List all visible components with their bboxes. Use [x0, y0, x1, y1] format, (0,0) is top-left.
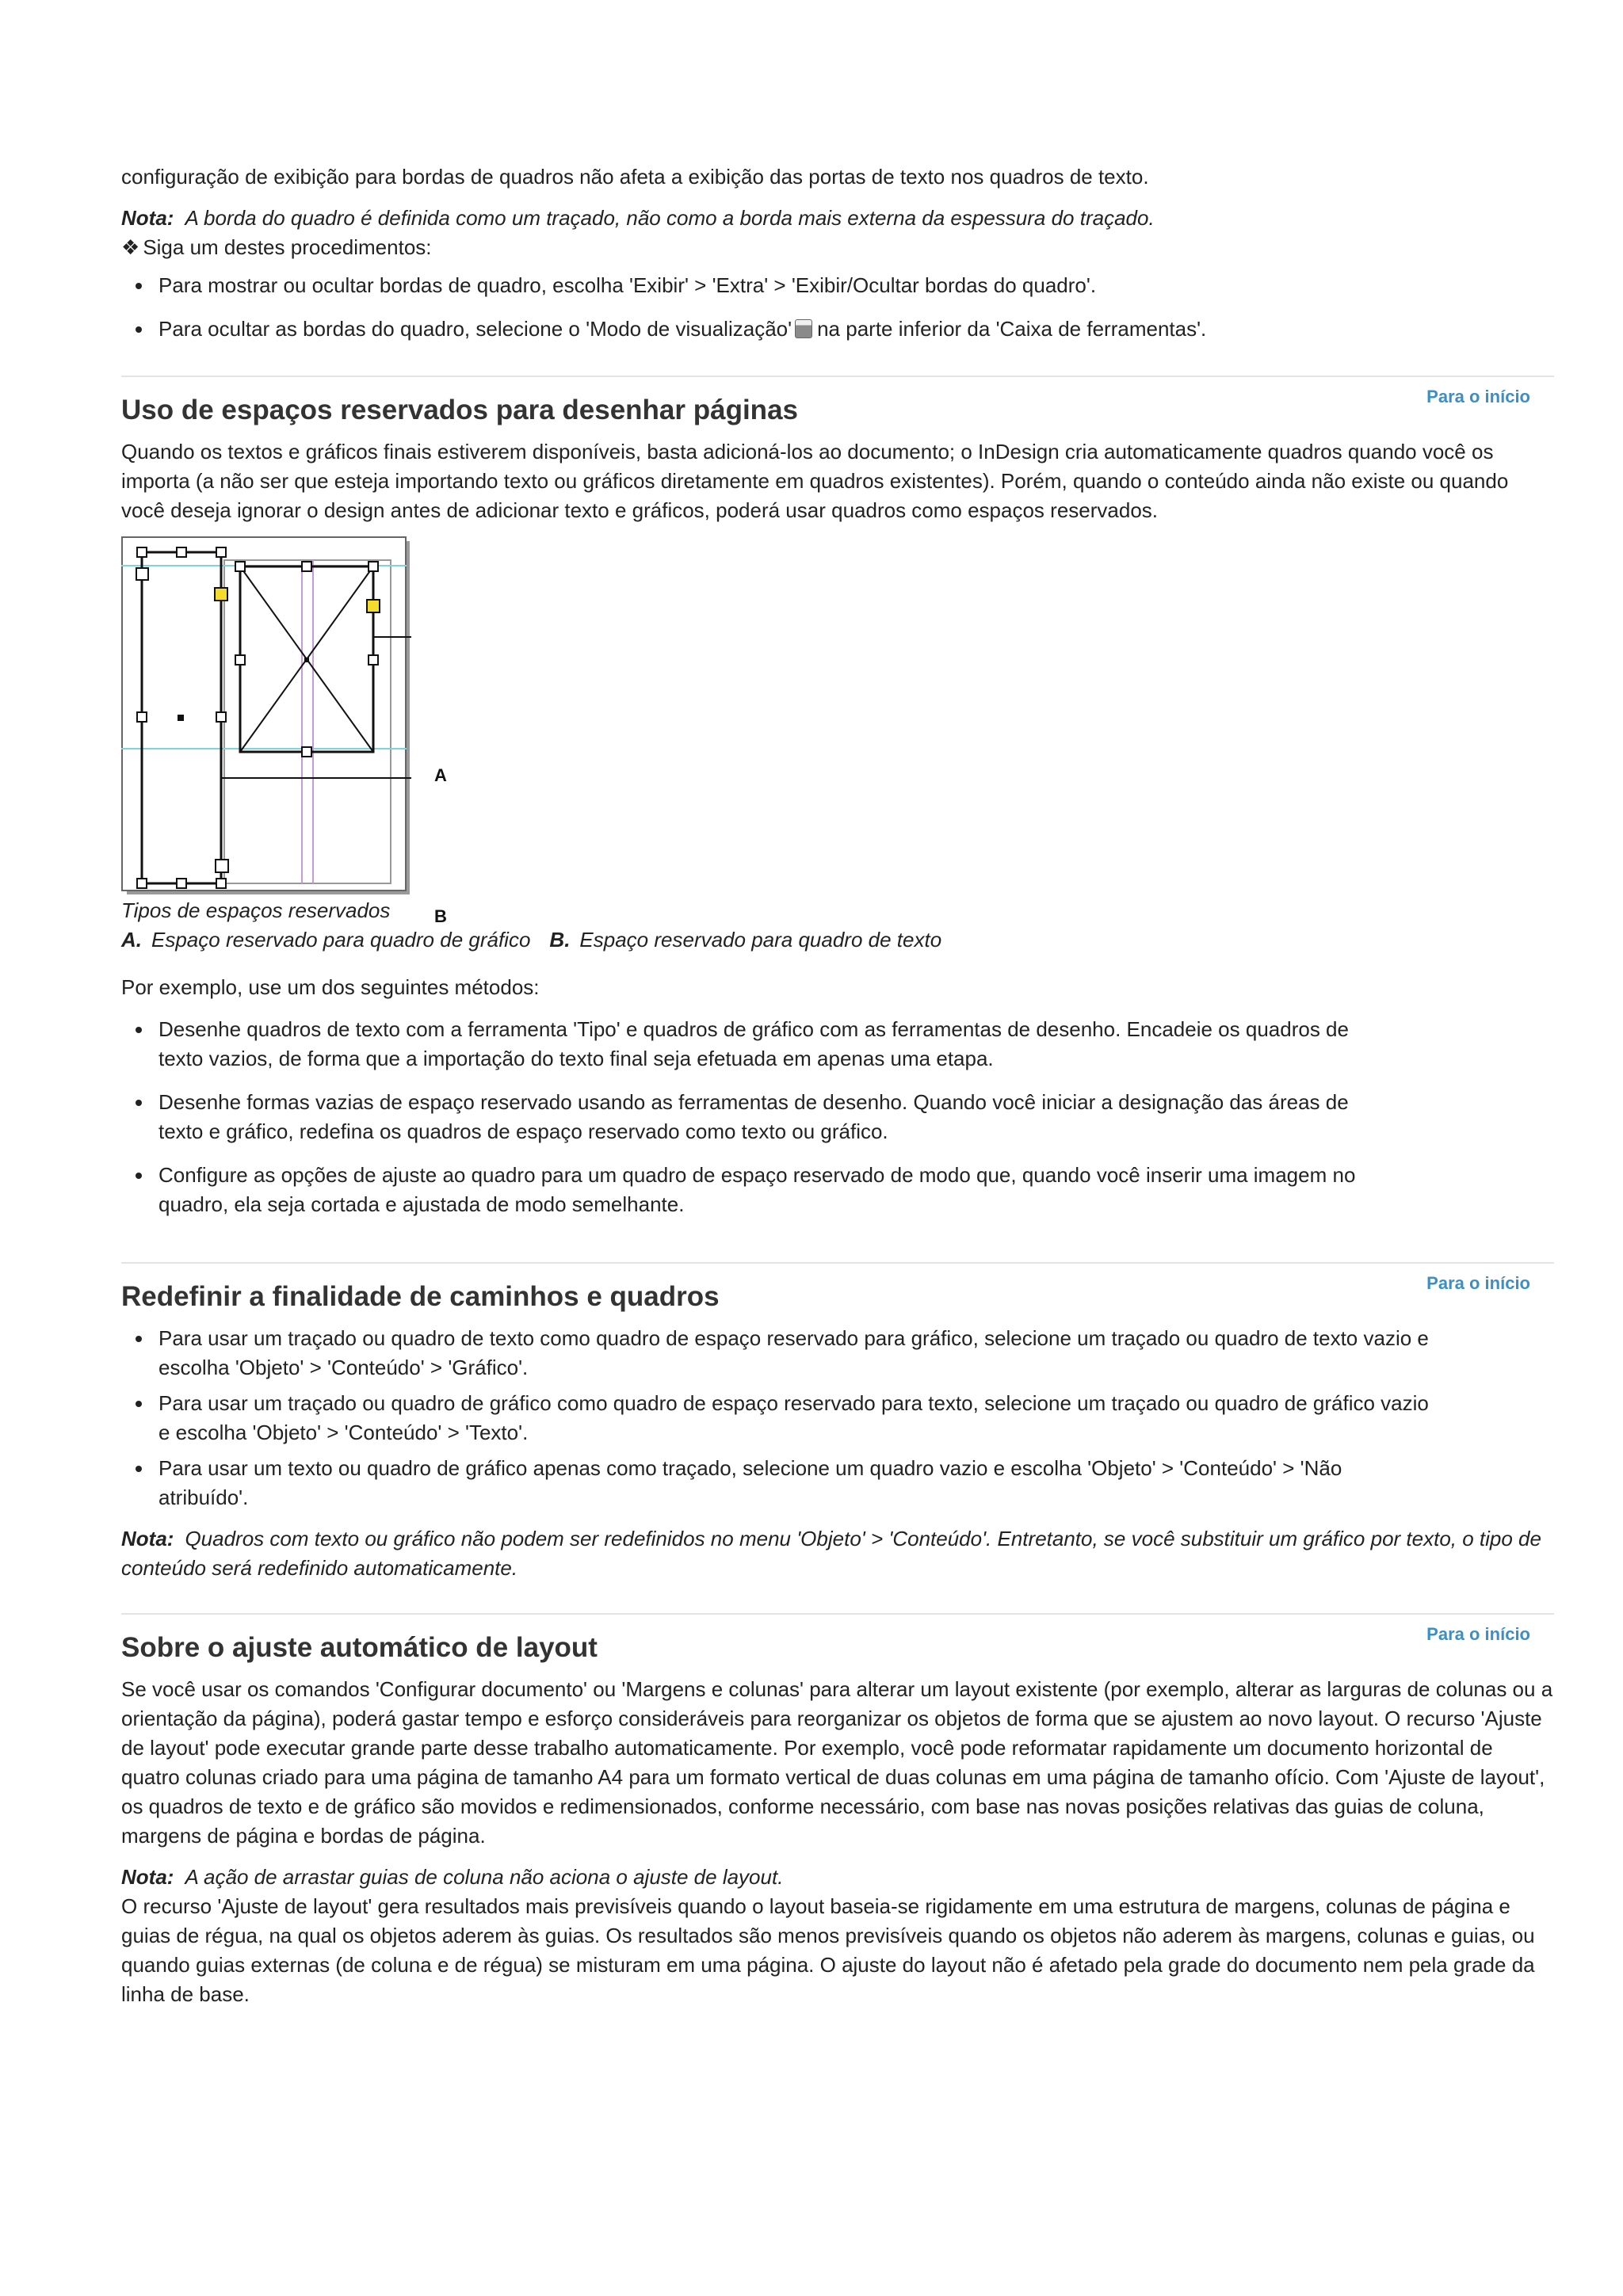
section-paragraph: O recurso 'Ajuste de layout' gera resultados mais previsíveis quando o layout baseia-se rigidamente em uma estrutura de margens, colunas de página e guias de régua, na qual os objetos aderem às guias. Os resultados são menos previsíveis quando os objetos não aderem às margens, colunas e guias, ou quando guias externas (de coluna e de régua) se misturam em uma página. O ajuste do layout não é afetado pela grade do documento nem pela grade da linha de base.	[121, 1894, 1535, 2006]
article-content	[121, 162, 1554, 2009]
list-item: Para usar um texto ou quadro de gráfico apenas como traçado, selecione um quadro vazio e escolha 'Objeto' > 'Conteúdo' > 'Não atribuído'.	[121, 1454, 1429, 1512]
section-title: Uso de espaços reservados para desenhar páginas	[121, 395, 798, 425]
redefine-list	[121, 1324, 1429, 1512]
figure-caption: Tipos de espaços reservados	[121, 898, 391, 922]
list-item	[121, 315, 1554, 344]
note-label: Nota:	[121, 1527, 174, 1550]
list-item: Configure as opções de ajuste ao quadro para um quadro de espaço reservado de modo que, quando você inserir uma imagem no quadro, ela seja cortada e ajustada de modo semelhante.	[121, 1161, 1373, 1219]
section-placeholders	[121, 376, 1554, 1219]
legend-key-a: A.	[121, 928, 142, 952]
note-label: Nota:	[121, 206, 174, 230]
list-item-text: Para ocultar as bordas do quadro, selecione o 'Modo de visualização'	[158, 317, 792, 341]
list-item-text: na parte inferior da 'Caixa de ferramentas'.	[817, 317, 1207, 341]
methods-intro: Por exemplo, use um dos seguintes métodos:	[121, 975, 540, 999]
label-b: B	[434, 906, 447, 926]
back-to-top-link[interactable]: Para o início	[1426, 387, 1530, 406]
legend-text-a: Espaço reservado para quadro de gráfico	[151, 928, 531, 952]
procedure-line	[121, 233, 1554, 262]
figure-legend	[121, 925, 1554, 955]
section-layout-adjust	[121, 1613, 1554, 2009]
note-label: Nota:	[121, 1865, 174, 1889]
section-paragraph: Se você usar os comandos 'Configurar documento' ou 'Margens e colunas' para alterar um layout existente (por exemplo, alterar as larguras de colunas ou a orientação da página), poderá gastar tempo e esforço consideráveis para reorganizar os objetos de forma que se ajustem ao novo layout. O recurso 'Ajuste de layout' pode executar grande parte desse trabalho automaticamente. Por exemplo, você pode reformatar rapidamente um documento horizontal de quatro colunas criado para uma página de tamanho A4 para um formato vertical de duas colunas em uma página de tamanho ofício. Com 'Ajuste de layout', os quadros de texto e de gráfico são movidos e redimensionados, conforme necessário, com base nas novas posições relativas das guias de coluna, margens de página e bordas de página.	[121, 1677, 1553, 1848]
note-text: A ação de arrastar guias de coluna não aciona o ajuste de layout.	[185, 1865, 784, 1889]
layout-note	[121, 1863, 1554, 1892]
list-item: Desenhe formas vazias de espaço reservado usando as ferramentas de desenho. Quando você iniciar a designação das áreas de texto e gráfico, redefina os quadros de espaço reservado como texto ou gráfico.	[121, 1088, 1373, 1146]
note-text: A borda do quadro é definida como um traçado, não como a borda mais externa da espessura do traçado.	[185, 206, 1155, 230]
methods-list	[121, 1015, 1373, 1219]
section-title: Redefinir a finalidade de caminhos e quadros	[121, 1281, 720, 1312]
intro-text: configuração de exibição para bordas de quadros não afeta a exibição das portas de texto nos quadros de texto.	[121, 165, 1149, 189]
placeholder-figure	[121, 536, 411, 896]
section-title: Sobre o ajuste automático de layout	[121, 1632, 598, 1663]
note-text: Quadros com texto ou gráfico não podem ser redefinidos no menu 'Objeto' > 'Conteúdo'. Entretanto, se você substituir um gráfico por texto, o tipo de conteúdo será redefinido automaticamente.	[121, 1527, 1541, 1580]
text-frame-center	[178, 715, 184, 721]
list-item: Para usar um traçado ou quadro de gráfico como quadro de espaço reservado para texto, selecione um traçado ou quadro de gráfico vazio e escolha 'Objeto' > 'Conteúdo' > 'Texto'.	[121, 1389, 1429, 1447]
intro-list	[121, 271, 1554, 344]
procedure-text: Siga um destes procedimentos:	[143, 235, 432, 259]
list-item: Desenhe quadros de texto com a ferramenta 'Tipo' e quadros de gráfico com as ferramentas de desenho. Encadeie os quadros de texto vazios, de forma que a importação do texto final seja efetuada em apenas uma etapa.	[121, 1015, 1373, 1074]
diamond-bullet-icon: ❖	[121, 235, 140, 259]
back-to-top-link[interactable]: Para o início	[1426, 1624, 1530, 1644]
section-paragraph: Quando os textos e gráficos finais estiverem disponíveis, basta adicioná-los ao documento; o InDesign cria automaticamente quadros quando você os importa (a não ser que esteja importando texto ou gráficos diretamente em quadros existentes). Porém, quando o conteúdo ainda não existe ou quando você deseja ignorar o design antes de adicionar texto e gráficos, poderá usar quadros como espaços reservados.	[121, 440, 1509, 522]
list-item: Para usar um traçado ou quadro de texto como quadro de espaço reservado para gráfico, selecione um traçado ou quadro de texto vazio e escolha 'Objeto' > 'Conteúdo' > 'Gráfico'.	[121, 1324, 1429, 1383]
placeholder-diagram	[121, 536, 411, 896]
back-to-top-link[interactable]: Para o início	[1426, 1273, 1530, 1293]
preview-mode-icon	[795, 319, 812, 338]
list-item: Para mostrar ou ocultar bordas de quadro, escolha 'Exibir' > 'Extra' > 'Exibir/Ocultar bordas do quadro'.	[121, 271, 1554, 300]
figure-labels	[426, 674, 458, 926]
redefine-note	[121, 1524, 1554, 1583]
figure-frame	[122, 537, 406, 891]
label-a: A	[434, 765, 447, 785]
legend-key-b: B.	[549, 928, 571, 952]
graphic-frame-center	[304, 658, 309, 662]
section-redefine	[121, 1262, 1554, 1583]
legend-text-b: Espaço reservado para quadro de texto	[579, 928, 942, 952]
intro-note	[121, 204, 1554, 233]
